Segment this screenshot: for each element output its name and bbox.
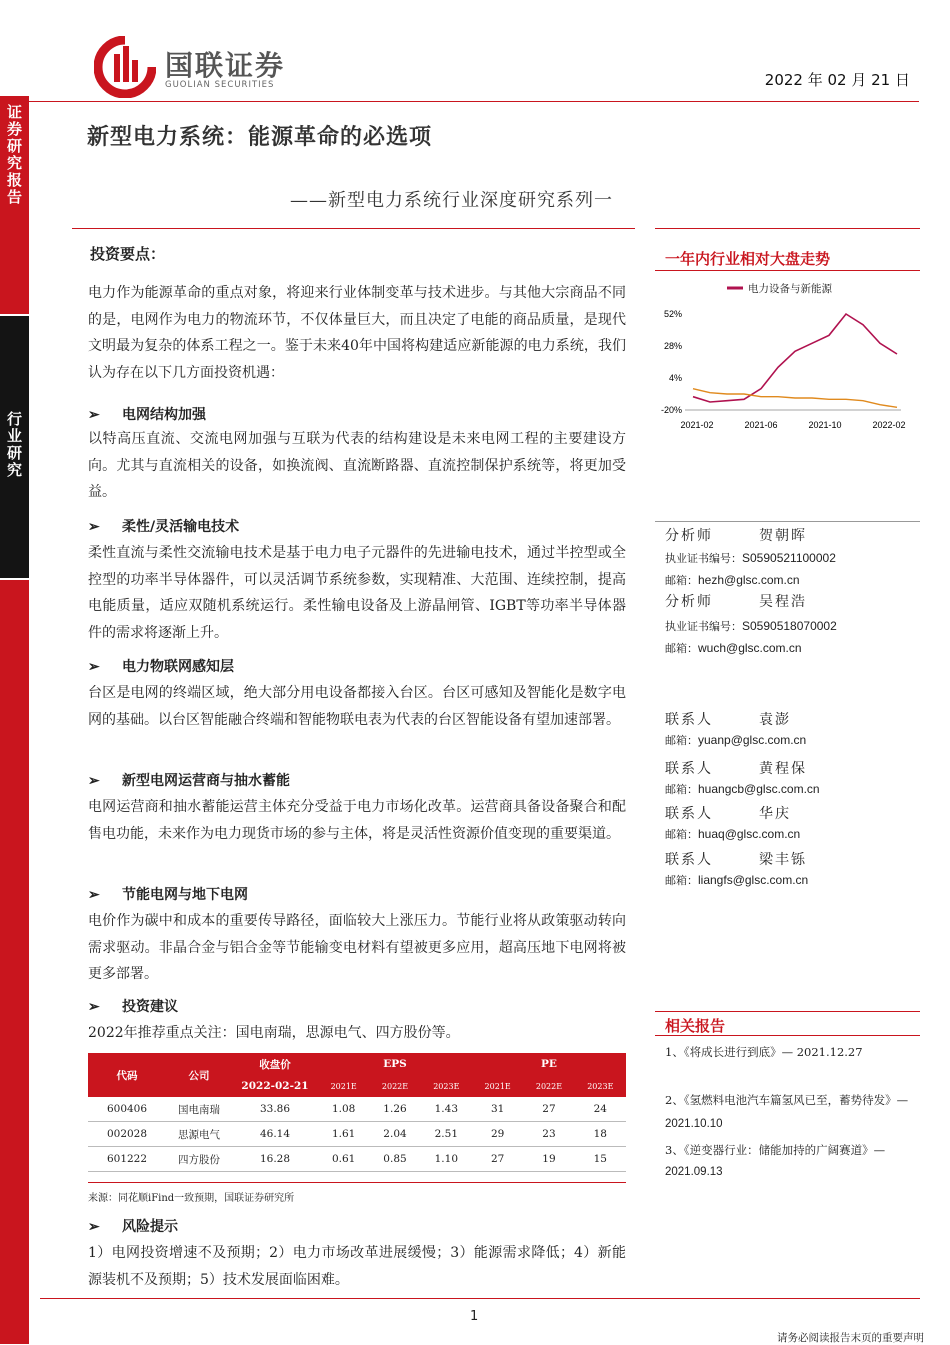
legend-label: 电力设备与新能源 — [748, 283, 832, 295]
x-tick-label: 2021-02 — [680, 420, 714, 430]
bullet-title: 新型电网运营商与抽水蓄能 — [122, 773, 290, 789]
email-label: 邮箱： — [665, 734, 698, 747]
related-heading: 相关报告 — [665, 1017, 726, 1035]
table-rule — [88, 1182, 626, 1183]
arrow-icon: ➢ — [88, 773, 100, 789]
x-tick-label: 2021-06 — [744, 420, 778, 430]
arrow-icon: ➢ — [88, 659, 100, 675]
bullet-body: 台区是电网的终端区域，绝大部分用电设备都接入台区。台区可感知及智能化是数字电网的基础。以台区智能融合终端和智能物联电表为代表的台区智能设备有望加速部署。 — [88, 685, 626, 728]
table-row — [88, 1147, 626, 1172]
contact-name: 黄程保 — [759, 761, 807, 777]
role: 联系人 — [665, 712, 713, 728]
intro-paragraph: 电力作为能源革命的重点对象，将迎来行业体制变革与技术进步。与其他大宗商品不同的是，电网作为电力的物流环节，不仅体量巨大，而且决定了电能的商品质量，是现代文明最为复杂的体系工程之一。鉴于未来40年中国将构建适应新能源的电力系统，我们认为存在以下几方面投资机遇： — [88, 285, 626, 381]
analyst-2 — [665, 591, 807, 611]
footer-disclaimer: 请务必阅读报告末页的重要声明 — [777, 1332, 924, 1344]
contact-4-email — [665, 872, 808, 888]
analyst-2-cert — [665, 618, 837, 634]
bullet-title: 投资建议 — [122, 999, 178, 1015]
contact-3-email — [665, 826, 800, 842]
related-report-1[interactable]: 1、《将成长进行到底》— 2021.12.27 — [665, 1045, 863, 1059]
series-line-benchmark — [693, 389, 897, 408]
sidebar-industry-label: 行 业 研 究 — [6, 410, 22, 479]
chart-heading-rule — [655, 270, 920, 271]
sidebar-band-bottom — [0, 580, 29, 1344]
table-cell: 1.08 — [318, 1097, 369, 1122]
page-title: 新型电力系统：能源革命的必选项 — [87, 124, 433, 150]
table-cell: 1.26 — [369, 1097, 420, 1122]
table-row — [88, 1097, 626, 1122]
bullet-investment-advice — [88, 996, 178, 1016]
email-label: 邮箱： — [665, 828, 698, 841]
section-heading: 投资要点： — [90, 245, 166, 263]
related-report-2[interactable]: 2、《氢燃料电池汽车篇氢风已至，蓄势待发》— — [665, 1093, 909, 1107]
bullet-body: 柔性直流与柔性交流输电技术是基于电力电子元器件的先进输电技术，通过半控型或全控型的功率半导体器件，可以灵活调节系统参数，实现精准、大范围、连续控制，提高电能质量，适应双随机系统运行。柔性输电设备及上游晶闸管、IGBT等功率半导体器件的需求将逐渐上升。 — [88, 545, 626, 641]
contact-1-email — [665, 732, 806, 748]
bullet-body: 电网运营商和抽水蓄能运营主体充分受益于电力市场化改革。运营商具备设备聚合和配售电功能，未来作为电力现货市场的参与主体，将是灵活性资源价值变现的重要渠道。 — [88, 799, 626, 842]
sidebar-band-industry — [0, 316, 29, 578]
contact-2-email — [665, 781, 820, 797]
contact-3 — [665, 803, 791, 823]
bullet-title: 电网结构加强 — [122, 407, 206, 423]
bullet-risk — [88, 1216, 178, 1236]
arrow-icon: ➢ — [88, 1219, 100, 1235]
cert-number: S0590518070002 — [742, 619, 837, 633]
bullet-grid-structure — [88, 404, 206, 424]
table-cell: 思源电气 — [166, 1122, 232, 1147]
table-cell: 601222 — [88, 1147, 166, 1172]
table-cell: 002028 — [88, 1122, 166, 1147]
table-cell: 四方股份 — [166, 1147, 232, 1172]
th-code: 代码 — [88, 1053, 166, 1097]
x-tick-label: 2022-02 — [872, 420, 906, 430]
table-source: 来源：同花顺iFind一致预期，国联证券研究所 — [88, 1193, 295, 1204]
th-eps: EPS — [318, 1053, 472, 1075]
bullet-title: 柔性/灵活输电技术 — [122, 519, 240, 535]
th-pe: PE — [472, 1053, 626, 1075]
table-cell: 1.43 — [421, 1097, 472, 1122]
bullet-grid-operators — [88, 770, 290, 790]
email-label: 邮箱： — [665, 783, 698, 796]
table-row — [88, 1122, 626, 1147]
email-label: 邮箱： — [665, 874, 698, 887]
email-link[interactable]: hezh@glsc.com.cn — [698, 573, 800, 587]
email-link[interactable]: liangfs@glsc.com.cn — [698, 873, 809, 887]
bullet-title: 风险提示 — [122, 1219, 178, 1235]
email-link[interactable]: yuanp@glsc.com.cn — [698, 733, 807, 747]
th-year: 2023E — [421, 1075, 472, 1097]
bullet-title: 电力物联网感知层 — [122, 659, 234, 675]
th-year: 2022E — [523, 1075, 574, 1097]
page-number: 1 — [470, 1309, 479, 1324]
risk-body: 1）电网投资增速不及预期；2）电力市场改革进展缓慢；3）能源需求降低；4）新能源装机不及预期；5）技术发展面临困难。 — [88, 1245, 626, 1288]
table-cell: 24 — [575, 1097, 626, 1122]
table-cell: 600406 — [88, 1097, 166, 1122]
table-cell: 0.61 — [318, 1147, 369, 1172]
table-cell: 15 — [575, 1147, 626, 1172]
trend-chart — [655, 276, 915, 436]
contact-name: 梁丰铄 — [759, 852, 807, 868]
arrow-icon: ➢ — [88, 999, 100, 1015]
related-report-2-date: 2021.10.10 — [665, 1118, 723, 1130]
contact-4 — [665, 849, 807, 869]
table-cell: 1.61 — [318, 1122, 369, 1147]
logo-icon — [94, 36, 156, 98]
th-year: 2023E — [575, 1075, 626, 1097]
right-rule — [655, 228, 920, 229]
advice-body: 2022年推荐重点关注：国电南瑞，思源电气、四方股份等。 — [88, 1025, 460, 1041]
arrow-icon: ➢ — [88, 887, 100, 903]
role: 联系人 — [665, 806, 713, 822]
role: 联系人 — [665, 852, 713, 868]
table-cell: 27 — [523, 1097, 574, 1122]
y-tick-label: 52% — [663, 309, 682, 319]
table-cell: 2.04 — [369, 1122, 420, 1147]
table-cell: 29 — [472, 1122, 523, 1147]
th-year: 2021E — [318, 1075, 369, 1097]
bullet-title: 节能电网与地下电网 — [122, 887, 248, 903]
logo-text-en: GUOLIAN SECURITIES — [165, 80, 275, 90]
table-cell: 27 — [472, 1147, 523, 1172]
email-label: 邮箱： — [665, 642, 698, 655]
bullet-body: 以特高压直流、交流电网加强与互联为代表的结构建设是未来电网工程的主要建设方向。尤其与直流相关的设备，如换流阀、直流断路器、直流控制保护系统等，将更加受益。 — [88, 431, 626, 500]
contact-name: 华庆 — [759, 806, 791, 822]
analyst-1-cert — [665, 550, 836, 566]
th-close-date: 2022-02-21 — [232, 1075, 318, 1097]
bullet-energy-saving — [88, 884, 248, 904]
th-year: 2021E — [472, 1075, 523, 1097]
bullet-flexible-transmission — [88, 516, 239, 536]
analyst-1-email — [665, 572, 800, 588]
table-cell: 46.14 — [232, 1122, 318, 1147]
role: 分析师 — [665, 528, 713, 544]
related-report-3-date: 2021.09.13 — [665, 1166, 723, 1178]
cert-label: 执业证书编号： — [665, 620, 742, 633]
email-link[interactable]: huaq@glsc.com.cn — [698, 827, 801, 841]
table-cell: 19 — [523, 1147, 574, 1172]
table-cell: 18 — [575, 1122, 626, 1147]
email-link[interactable]: wuch@glsc.com.cn — [698, 641, 802, 655]
th-close: 收盘价 — [232, 1053, 318, 1075]
forecast-table — [88, 1053, 626, 1172]
y-tick-label: 4% — [668, 373, 682, 383]
related-rule — [655, 1035, 920, 1036]
table-cell: 0.85 — [369, 1147, 420, 1172]
role: 联系人 — [665, 761, 713, 777]
arrow-icon: ➢ — [88, 407, 100, 423]
bullet-iot-sensing — [88, 656, 234, 676]
cert-label: 执业证书编号： — [665, 552, 742, 565]
chart-heading: 一年内行业相对大盘走势 — [665, 250, 831, 268]
analyst-1 — [665, 525, 807, 545]
analyst-name: 贺朝晖 — [759, 528, 807, 544]
table-cell: 2.51 — [421, 1122, 472, 1147]
table-cell: 31 — [472, 1097, 523, 1122]
th-company: 公司 — [166, 1053, 232, 1097]
analyst-name: 吴程浩 — [759, 594, 807, 610]
role: 分析师 — [665, 594, 713, 610]
bullet-body: 电价作为碳中和成本的重要传导路径，面临较大上涨压力。节能行业将从政策驱动转向需求驱动。非晶合金与铝合金等节能输变电材料有望被更多应用，超高压地下电网将被更多部署。 — [88, 913, 626, 982]
table-cell: 33.86 — [232, 1097, 318, 1122]
email-label: 邮箱： — [665, 574, 698, 587]
series-line-power — [693, 314, 897, 402]
analyst-2-email — [665, 640, 802, 656]
page-subtitle: ——新型电力系统行业深度研究系列一 — [290, 190, 613, 211]
table-cell: 16.28 — [232, 1147, 318, 1172]
sidebar-band-report — [0, 96, 29, 314]
table-cell: 国电南瑞 — [166, 1097, 232, 1122]
contact-name: 袁澎 — [759, 712, 791, 728]
table-cell: 1.10 — [421, 1147, 472, 1172]
footer-rule — [40, 1298, 920, 1299]
left-rule — [72, 228, 635, 229]
th-year: 2022E — [369, 1075, 420, 1097]
email-link[interactable]: huangcb@glsc.com.cn — [698, 782, 820, 796]
sidebar-report-label: 证 券 研 究 报 告 — [6, 103, 22, 206]
related-report-3[interactable]: 3、《逆变器行业：储能加持的广阔赛道》— — [665, 1143, 886, 1157]
y-tick-label: -20% — [660, 405, 682, 415]
report-date: 2022 年 02 月 21 日 — [764, 71, 910, 89]
y-tick-label: 28% — [663, 341, 682, 351]
x-tick-label: 2021-10 — [808, 420, 842, 430]
cert-number: S0590521100002 — [742, 551, 836, 565]
arrow-icon: ➢ — [88, 519, 100, 535]
analyst-rule — [655, 521, 920, 522]
header-rule — [29, 101, 919, 102]
contact-2 — [665, 758, 807, 778]
logo-text: 国联证券 — [165, 49, 286, 82]
related-top-rule — [655, 1011, 920, 1012]
table-cell: 23 — [523, 1122, 574, 1147]
contact-1 — [665, 709, 791, 729]
